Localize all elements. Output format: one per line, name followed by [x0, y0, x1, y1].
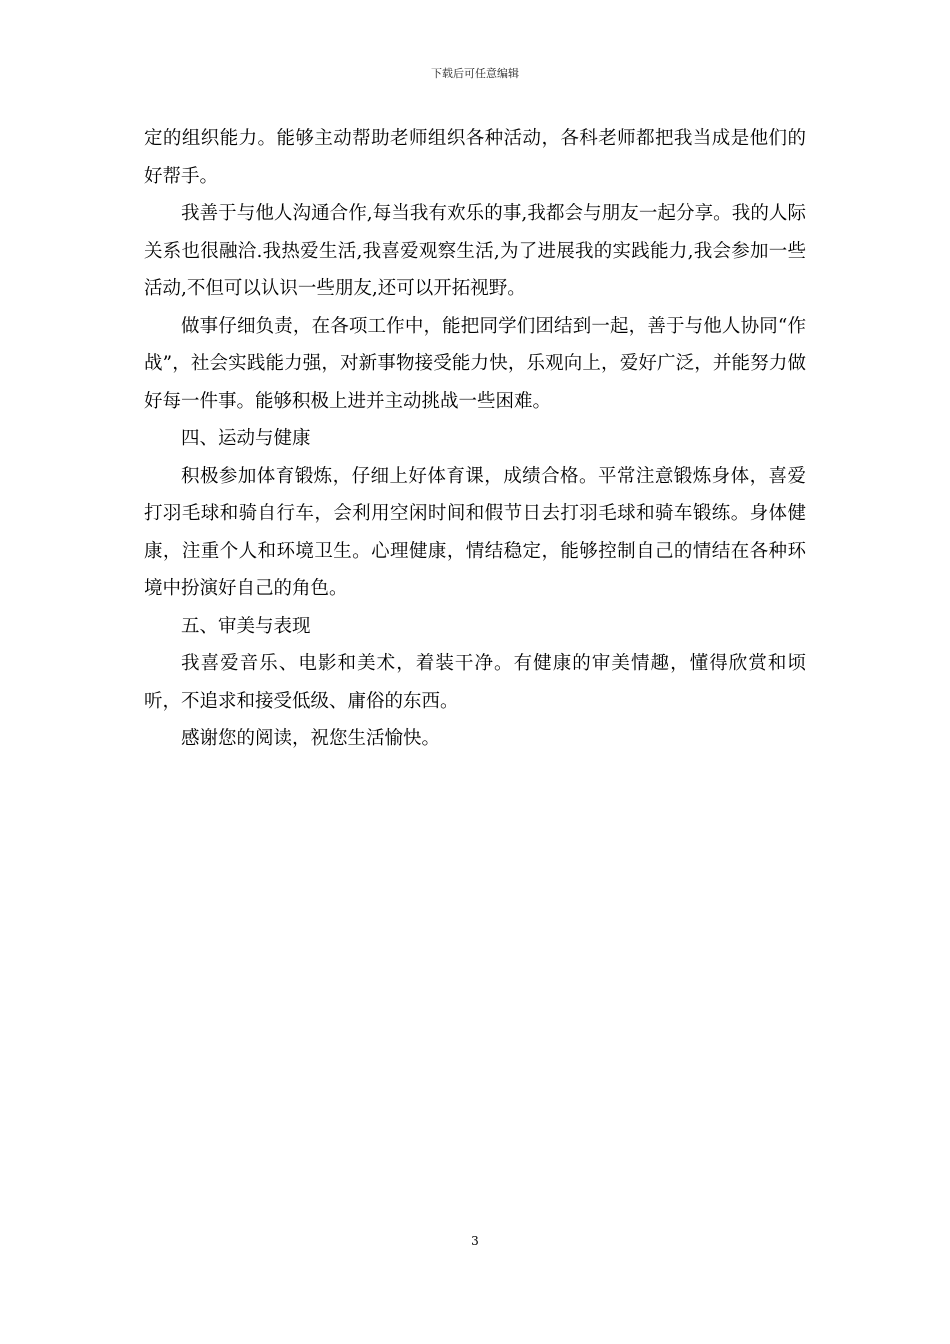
- paragraph-sports-health: 积极参加体育锻炼，仔细上好体育课，成绩合格。平常注意锻炼身体，喜爱打羽毛球和骑自行车，会利用空闲时间和假节日去打羽毛球和骑车锻练。身体健康，注重个人和环境卫生。心理健康，情结稳定，能够控制自己的情结在各种环境中扮演好自己的角色。: [144, 465, 806, 599]
- paragraph-continued: 定的组织能力。能够主动帮助老师组织各种活动，各科老师都把我当成是他们的好帮手。: [144, 128, 806, 187]
- document-body: [144, 120, 806, 758]
- section-heading-sports-health: 四、运动与健康: [181, 428, 311, 449]
- page-header: 下载后可任意编辑: [431, 67, 519, 80]
- paragraph-closing: 感谢您的阅读，祝您生活愉快。: [181, 728, 441, 749]
- page-number: 3: [471, 1234, 479, 1248]
- paragraph-communication: 我善于与他人沟通合作,每当我有欢乐的事,我都会与朋友一起分享。我的人际关系也很融洽.我热爱生活,我喜爱观察生活,为了进展我的实践能力,我会参加一些活动,不但可以认识一些朋友,还可以开拓视野。: [144, 203, 806, 299]
- section-heading-aesthetics: 五、审美与表现: [181, 615, 311, 637]
- paragraph-aesthetics: 我喜爱音乐、电影和美术，着装干净。有健康的审美情趣，懂得欣赏和顷听，不追求和接受低级、庸俗的东西。: [144, 653, 806, 712]
- paragraph-responsibility: 做事仔细负责，在各项工作中，能把同学们团结到一起，善于与他人协同“作战”，社会实践能力强，对新事物接受能力快，乐观向上，爱好广泛，并能努力做好每一件事。能够积极上进并主动挑战一些困难。: [144, 315, 806, 412]
